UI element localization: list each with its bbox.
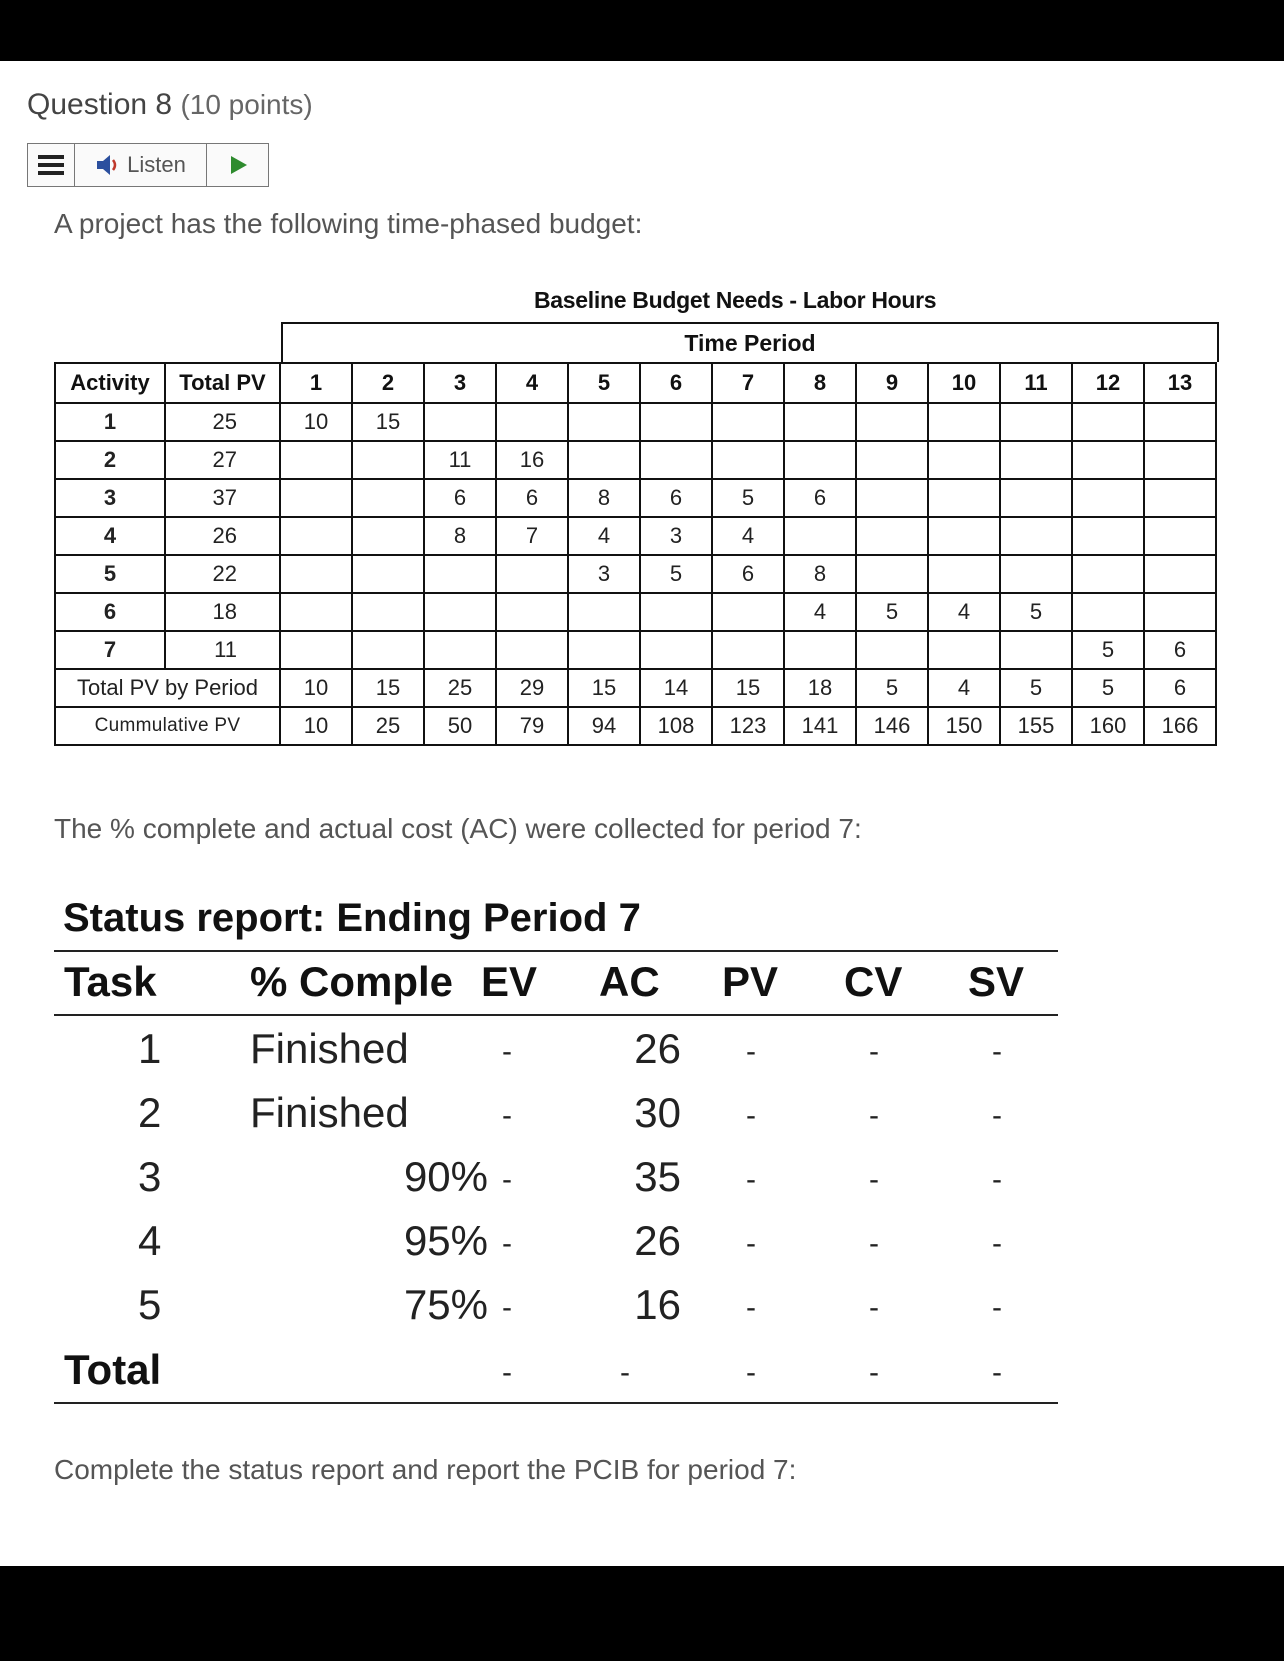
period-cell	[352, 631, 424, 669]
period-cell	[280, 517, 352, 555]
status-report-header-rule	[54, 1014, 1058, 1016]
ev-value: -	[502, 1035, 512, 1068]
activity-cell: 6	[55, 593, 165, 631]
pv-value: -	[746, 1163, 756, 1196]
period-total-cell: 15	[352, 669, 424, 707]
percent-complete: Finished	[250, 1025, 409, 1072]
pv-value: -	[746, 1035, 756, 1068]
period-cell: 7	[496, 517, 568, 555]
budget-header-cell: Total PV	[165, 363, 280, 403]
sv-value: -	[992, 1035, 1002, 1068]
budget-header-cell: 2	[352, 363, 424, 403]
period-cell: 11	[424, 441, 496, 479]
period-cell	[1144, 517, 1216, 555]
period-cell: 10	[280, 403, 352, 441]
period-cell	[1072, 555, 1144, 593]
activity-cell: 5	[55, 555, 165, 593]
period-cell	[424, 593, 496, 631]
period-total-cell: 5	[856, 669, 928, 707]
period-cell: 15	[352, 403, 424, 441]
period-cell	[280, 441, 352, 479]
percent-complete: 75%	[403, 1281, 488, 1328]
period-cell	[280, 631, 352, 669]
percent-complete: 95%	[403, 1217, 488, 1264]
status-row	[54, 1089, 1058, 1153]
period-cell: 4	[784, 593, 856, 631]
listen-button[interactable]	[75, 144, 207, 186]
period-cell	[1144, 479, 1216, 517]
total-pv-cell: 26	[165, 517, 280, 555]
period-cell	[568, 403, 640, 441]
cv-value: -	[869, 1163, 879, 1196]
ev-value: -	[502, 1099, 512, 1132]
budget-header-cell: 1	[280, 363, 352, 403]
period-cell: 8	[568, 479, 640, 517]
status-header-cell: % Comple	[250, 958, 454, 1005]
ev-value: -	[502, 1163, 512, 1196]
budget-header-cell: Activity	[55, 363, 165, 403]
ac-value: 30	[634, 1089, 681, 1136]
period-cell	[352, 517, 424, 555]
status-header-cell: PV	[722, 958, 779, 1005]
period-cell: 6	[712, 555, 784, 593]
period-cell	[280, 479, 352, 517]
time-period-header: Time Period	[281, 322, 1219, 362]
period-cell	[856, 631, 928, 669]
listen-label: Listen	[127, 152, 186, 177]
cumulative-cell: 94	[568, 707, 640, 745]
budget-caption: Baseline Budget Needs - Labor Hours	[534, 287, 937, 313]
cv-value: -	[869, 1291, 879, 1324]
status-total-row	[54, 1346, 1058, 1410]
total-pv-cell: 25	[165, 403, 280, 441]
cv-value: -	[869, 1099, 879, 1132]
period-total-cell: 25	[424, 669, 496, 707]
cumulative-cell: 146	[856, 707, 928, 745]
period-cell: 6	[496, 479, 568, 517]
play-icon	[228, 155, 248, 175]
period-cell	[928, 631, 1000, 669]
intro-text: A project has the following time-phased budget:	[54, 208, 643, 239]
period-cell: 5	[1000, 593, 1072, 631]
period-cell	[1072, 517, 1144, 555]
period-cell	[1144, 555, 1216, 593]
total-pv-by-period-label: Total PV by Period	[55, 669, 280, 707]
period-cell	[1072, 403, 1144, 441]
total-label: Total	[64, 1346, 162, 1393]
cumulative-cell: 79	[496, 707, 568, 745]
total-cv: -	[869, 1356, 879, 1389]
period-cell	[1000, 517, 1072, 555]
period-cell: 6	[784, 479, 856, 517]
ac-value: 26	[634, 1217, 681, 1264]
period-cell	[1072, 441, 1144, 479]
period-total-cell: 10	[280, 669, 352, 707]
status-row	[54, 1217, 1058, 1281]
status-row	[54, 1025, 1058, 1089]
activity-cell: 3	[55, 479, 165, 517]
task-number: 2	[138, 1089, 162, 1136]
budget-header-cell: 8	[784, 363, 856, 403]
status-header-cell: Task	[64, 958, 157, 1005]
period-cell	[928, 403, 1000, 441]
total-pv-cell: 11	[165, 631, 280, 669]
period-cell	[1000, 479, 1072, 517]
period-cell	[712, 403, 784, 441]
status-header-cell: SV	[968, 958, 1025, 1005]
speaker-icon	[95, 154, 121, 176]
period-total-cell: 5	[1072, 669, 1144, 707]
question-title	[27, 88, 313, 122]
pv-value: -	[746, 1291, 756, 1324]
period-cell	[640, 593, 712, 631]
period-cell	[424, 403, 496, 441]
status-row	[54, 1281, 1058, 1345]
question-points: (10 points)	[180, 89, 313, 120]
sv-value: -	[992, 1291, 1002, 1324]
total-pv-cell: 37	[165, 479, 280, 517]
period-cell	[1072, 593, 1144, 631]
cumulative-cell: 123	[712, 707, 784, 745]
total-pv-cell: 18	[165, 593, 280, 631]
period-cell: 3	[568, 555, 640, 593]
budget-header-cell: 7	[712, 363, 784, 403]
activity-cell: 2	[55, 441, 165, 479]
prompt-text: Complete the status report and report the PCIB for period 7:	[54, 1454, 797, 1485]
play-button[interactable]	[207, 144, 268, 186]
task-number: 1	[138, 1025, 162, 1072]
period-cell	[424, 555, 496, 593]
period-cell	[1000, 631, 1072, 669]
total-pv-cell: 27	[165, 441, 280, 479]
total-pv-by-period-row	[55, 669, 1216, 707]
sv-value: -	[992, 1227, 1002, 1260]
period-cell	[784, 403, 856, 441]
period-cell	[496, 631, 568, 669]
cumulative-cell: 166	[1144, 707, 1216, 745]
period-cell	[784, 517, 856, 555]
period-total-cell: 6	[1144, 669, 1216, 707]
period-cell: 16	[496, 441, 568, 479]
period-cell	[712, 441, 784, 479]
period-cell	[568, 441, 640, 479]
mid-text: The % complete and actual cost (AC) were collected for period 7:	[54, 813, 862, 844]
period-cell	[352, 479, 424, 517]
total-ev: -	[502, 1356, 512, 1389]
period-cell	[280, 555, 352, 593]
ev-value: -	[502, 1291, 512, 1324]
budget-header-cell: 6	[640, 363, 712, 403]
period-cell	[496, 403, 568, 441]
status-header-cell: AC	[599, 958, 660, 1005]
ac-value: 26	[634, 1025, 681, 1072]
sv-value: -	[992, 1099, 1002, 1132]
period-cell	[1000, 403, 1072, 441]
sv-value: -	[992, 1163, 1002, 1196]
period-cell	[352, 441, 424, 479]
budget-header-cell: 10	[928, 363, 1000, 403]
period-cell: 6	[424, 479, 496, 517]
cumulative-cell: 160	[1072, 707, 1144, 745]
period-total-cell: 18	[784, 669, 856, 707]
budget-header-cell: 3	[424, 363, 496, 403]
top-black-bar	[0, 0, 1284, 61]
period-cell	[1072, 479, 1144, 517]
period-cell	[424, 631, 496, 669]
total-sv: -	[992, 1356, 1002, 1389]
period-cell: 8	[424, 517, 496, 555]
cumulative-cell: 25	[352, 707, 424, 745]
budget-row	[55, 441, 1216, 479]
period-cell	[640, 441, 712, 479]
status-report-header	[54, 958, 1058, 1022]
period-cell: 4	[928, 593, 1000, 631]
pv-value: -	[746, 1227, 756, 1260]
period-cell: 5	[1072, 631, 1144, 669]
cv-value: -	[869, 1035, 879, 1068]
period-cell	[784, 441, 856, 479]
cumulative-cell: 141	[784, 707, 856, 745]
budget-header-cell: 5	[568, 363, 640, 403]
period-cell: 5	[712, 479, 784, 517]
period-cell	[1144, 593, 1216, 631]
period-cell: 5	[856, 593, 928, 631]
total-pv-cell: 22	[165, 555, 280, 593]
question-number: Question 8	[27, 88, 173, 121]
period-cell: 6	[640, 479, 712, 517]
period-total-cell: 4	[928, 669, 1000, 707]
period-cell	[856, 517, 928, 555]
percent-complete: 90%	[403, 1153, 488, 1200]
budget-header-cell: 13	[1144, 363, 1216, 403]
budget-header-row	[55, 363, 1216, 403]
budget-header-cell: 12	[1072, 363, 1144, 403]
cumulative-cell: 155	[1000, 707, 1072, 745]
budget-header-cell: 11	[1000, 363, 1072, 403]
cumulative-cell: 50	[424, 707, 496, 745]
bottom-black-bar	[0, 1566, 1284, 1661]
activity-cell: 4	[55, 517, 165, 555]
budget-header-cell: 9	[856, 363, 928, 403]
period-cell	[280, 593, 352, 631]
ac-value: 35	[634, 1153, 681, 1200]
status-header-cell: EV	[481, 958, 538, 1005]
period-cell: 4	[568, 517, 640, 555]
status-header-cell: CV	[844, 958, 903, 1005]
period-cell	[352, 555, 424, 593]
ac-value: 16	[634, 1281, 681, 1328]
budget-header-cell: 4	[496, 363, 568, 403]
total-pv: -	[746, 1356, 756, 1389]
period-cell	[640, 403, 712, 441]
percent-complete: Finished	[250, 1089, 409, 1136]
period-total-cell: 15	[568, 669, 640, 707]
status-row	[54, 1153, 1058, 1217]
task-number: 4	[138, 1217, 162, 1264]
period-cell	[712, 593, 784, 631]
cumulative-cell: 10	[280, 707, 352, 745]
period-cell	[496, 555, 568, 593]
cv-value: -	[869, 1227, 879, 1260]
period-cell	[856, 479, 928, 517]
task-number: 3	[138, 1153, 162, 1200]
period-cell	[928, 555, 1000, 593]
budget-row	[55, 479, 1216, 517]
budget-row	[55, 517, 1216, 555]
period-cell: 4	[712, 517, 784, 555]
period-total-cell: 5	[1000, 669, 1072, 707]
period-cell: 5	[640, 555, 712, 593]
menu-icon	[38, 154, 64, 176]
period-cell	[1000, 555, 1072, 593]
period-cell	[568, 631, 640, 669]
menu-button[interactable]	[28, 144, 75, 186]
period-cell	[1144, 441, 1216, 479]
status-report-bottom-rule	[54, 1402, 1058, 1404]
cumulative-pv-row	[55, 707, 1216, 745]
status-report-top-rule	[54, 950, 1058, 952]
total-ac: -	[620, 1356, 630, 1389]
status-report-title: Status report: Ending Period 7	[63, 896, 641, 940]
cumulative-cell: 150	[928, 707, 1000, 745]
period-cell: 8	[784, 555, 856, 593]
period-cell	[496, 593, 568, 631]
period-cell	[928, 517, 1000, 555]
pv-value: -	[746, 1099, 756, 1132]
budget-row	[55, 593, 1216, 631]
activity-cell: 7	[55, 631, 165, 669]
ev-value: -	[502, 1227, 512, 1260]
period-cell	[856, 555, 928, 593]
period-cell	[712, 631, 784, 669]
period-cell: 3	[640, 517, 712, 555]
period-cell	[640, 631, 712, 669]
period-cell: 6	[1144, 631, 1216, 669]
period-total-cell: 14	[640, 669, 712, 707]
task-number: 5	[138, 1281, 162, 1328]
activity-cell: 1	[55, 403, 165, 441]
period-cell	[856, 441, 928, 479]
cumulative-pv-label: Cummulative PV	[55, 707, 280, 745]
period-cell	[928, 441, 1000, 479]
period-cell	[1000, 441, 1072, 479]
period-cell	[928, 479, 1000, 517]
period-cell	[1144, 403, 1216, 441]
period-cell	[784, 631, 856, 669]
period-cell	[856, 403, 928, 441]
period-cell	[568, 593, 640, 631]
budget-row	[55, 631, 1216, 669]
cumulative-cell: 108	[640, 707, 712, 745]
period-cell	[352, 593, 424, 631]
budget-row	[55, 403, 1216, 441]
period-total-cell: 29	[496, 669, 568, 707]
budget-table	[54, 362, 1217, 746]
listen-toolbar	[27, 143, 269, 187]
budget-row	[55, 555, 1216, 593]
period-total-cell: 15	[712, 669, 784, 707]
